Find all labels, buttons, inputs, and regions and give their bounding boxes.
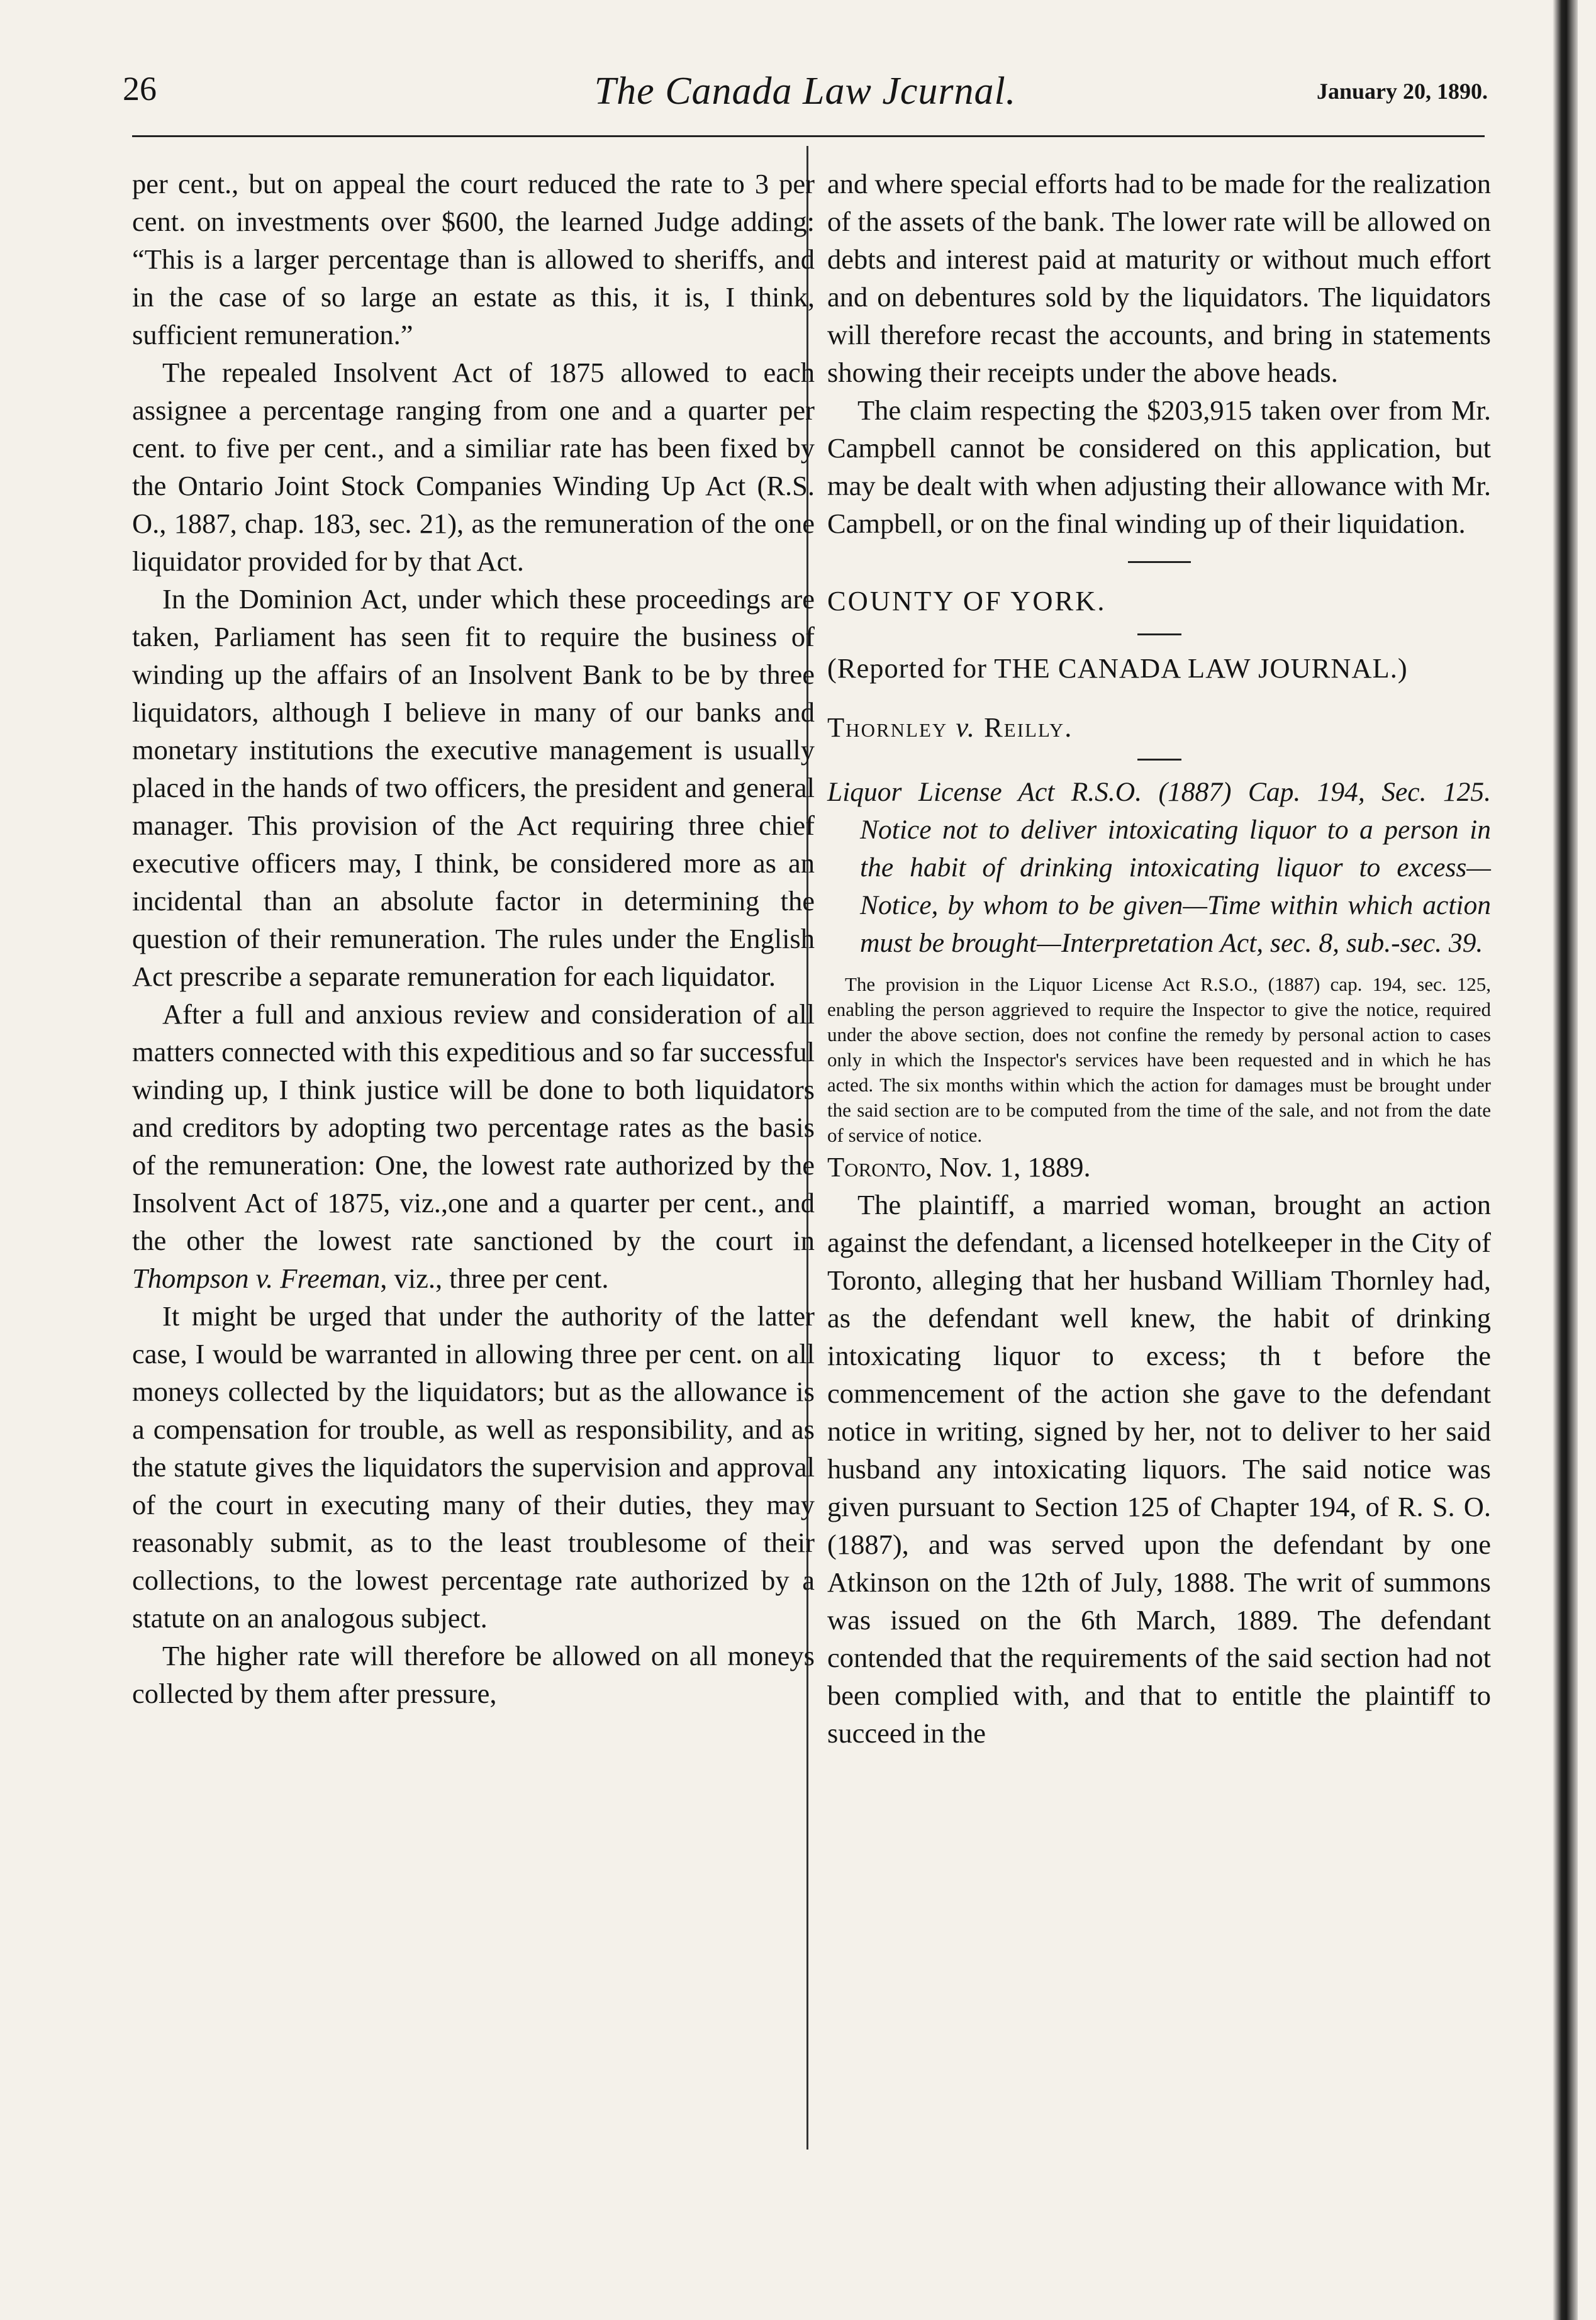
paragraph: The repealed Insolvent Act of 1875 allowed to each assignee a percentage ranging from one and a quarter per cent. to five per cent., and a similiar rate has been fixed by the Ontario Joint Stock Companies Winding Up Act (R.S. O., 1887, chap. 183, sec. 21), as the remuneration of the one liquidator provided for by that Act. bbox=[132, 357, 815, 577]
scan-edge-shadow bbox=[1553, 0, 1578, 2320]
header-rule bbox=[132, 135, 1485, 137]
case-name bbox=[827, 708, 1491, 746]
page-number: 26 bbox=[123, 70, 157, 108]
journal-title: The Canada Law Jcurnal. bbox=[594, 70, 1017, 113]
case-citation: Thompson v. Freeman bbox=[132, 1263, 381, 1294]
dateline-city: Toronto, bbox=[827, 1151, 932, 1183]
running-head bbox=[123, 69, 1488, 126]
section-rule bbox=[1137, 633, 1181, 635]
court-title: COUNTY OF YORK. bbox=[827, 585, 1107, 616]
paragraph-text: After a full and anxious review and consideration of all matters connected with this expeditious and so far successful winding up, I think justice will be done to both liquidators and creditors by adopting two percentage rates as the basis of the remuneration: One, the lowest rate authorized by the Insolvent Act of 1875, viz.,one and a quarter per cent., and the other the lowest rate sanctioned by the court in bbox=[132, 998, 815, 1256]
case-versus: v. bbox=[956, 711, 976, 743]
dateline bbox=[827, 1148, 1491, 1186]
reported-note: (Reported for THE CANADA LAW JOURNAL.) bbox=[827, 652, 1408, 684]
paragraph: It might be urged that under the authority of the latter case, I would be warranted in allowing three per cent. on all moneys collected by the liquidators; but as the allowance is a compensation for trouble, as well as responsibility, and as the statute gives the liquidators the supervision and approval of the court in executing many of their duties, they may reasonably submit, as to the least troublesome of their collections, to the lowest percentage rate authorized by a statute on an analogous subject. bbox=[132, 1300, 815, 1634]
paragraph: per cent., but on appeal the court reduced the rate to 3 per cent. on investments over $600, the learned Judge adding: “This is a larger percentage than is allowed to sheriffs, and in the case of so large an estate as this, it is, I think, sufficient remuneration.” bbox=[132, 168, 815, 350]
paragraph-text: , viz., three per cent. bbox=[380, 1263, 609, 1294]
case-plaintiff: Thornley bbox=[827, 711, 948, 743]
issue-date: January 20, 1890. bbox=[1316, 79, 1488, 104]
paragraph: The claim respecting the $203,915 taken over from Mr. Campbell cannot be considered on this application, but may be dealt with when adjusting their allowance with Mr. Campbell, or on the final winding up of their liquidation. bbox=[827, 394, 1491, 539]
dateline-date: Nov. 1, 1889. bbox=[939, 1151, 1091, 1183]
paragraph: and where special efforts had to be made for the realization of the assets of the bank. The lower rate will be allowed on debts and interest paid at maturity or without much effort and on debentures sold by the liquidators. The liquidators will therefore recast the accounts, and bring in statements showing their receipts under the above heads. bbox=[827, 168, 1491, 388]
section-rule bbox=[1128, 561, 1191, 563]
paragraph bbox=[132, 995, 815, 1297]
headnote: Liquor License Act R.S.O. (1887) Cap. 194, Sec. 125. Notice not to deliver intoxicating liquor to a person in the habit of drinking intoxicating liquor to excess—Notice, by whom to be given—Time within which action must be brought—Interpretation Act, sec. 8, sub.-sec. 39. bbox=[827, 777, 1491, 958]
section-rule bbox=[1137, 759, 1181, 761]
paragraph: The plaintiff, a married woman, brought an action against the defendant, a licensed hotelkeeper in the City of Toronto, alleging that her husband William Thornley had, as the defendant well knew, the habit of drinking intoxicating liquor to excess; th t before the commencement of the action she gave to the defendant notice in writing, signed by her, not to deliver to her said husband any intoxicating liquors. The said notice was given pursuant to Section 125 of Chapter 194, of R. S. O. (1887), and was served upon the defendant by one Atkinson on the 12th of July, 1888. The writ of summons was issued on the 6th March, 1889. The defendant contended that the requirements of the said section had not been complied with, and that to entitle the plaintiff to succeed in the bbox=[827, 1189, 1491, 1749]
right-column bbox=[827, 165, 1491, 1752]
syllabus: The provision in the Liquor License Act R.S.O., (1887) cap. 194, sec. 125, enabling the person aggrieved to require the Inspector to give the notice, required under the above section, does not confine the remedy by personal action to cases only in which the Inspector's services have been requested and in which he has acted. The six months within which the action for damages must be brought under the said section are to be computed from the time of the sale, and not from the date of service of notice. bbox=[827, 973, 1491, 1146]
left-column bbox=[132, 165, 815, 1712]
paragraph: In the Dominion Act, under which these proceedings are taken, Parliament has seen fit to require the business of winding up the affairs of an Insolvent Bank to be by three liquidators, although I believe in many of our banks and monetary institutions the executive management is usually placed in the hands of two officers, the president and general manager. This provision of the Act requiring three chief executive officers may, I think, be considered more as an incidental than an absolute factor in determining the question of their remuneration. The rules under the English Act prescribe a separate remuneration for each liquidator. bbox=[132, 583, 815, 992]
case-defendant: Reilly. bbox=[984, 711, 1073, 743]
paragraph: The higher rate will therefore be allowed on all moneys collected by them after pressure, bbox=[132, 1640, 815, 1709]
